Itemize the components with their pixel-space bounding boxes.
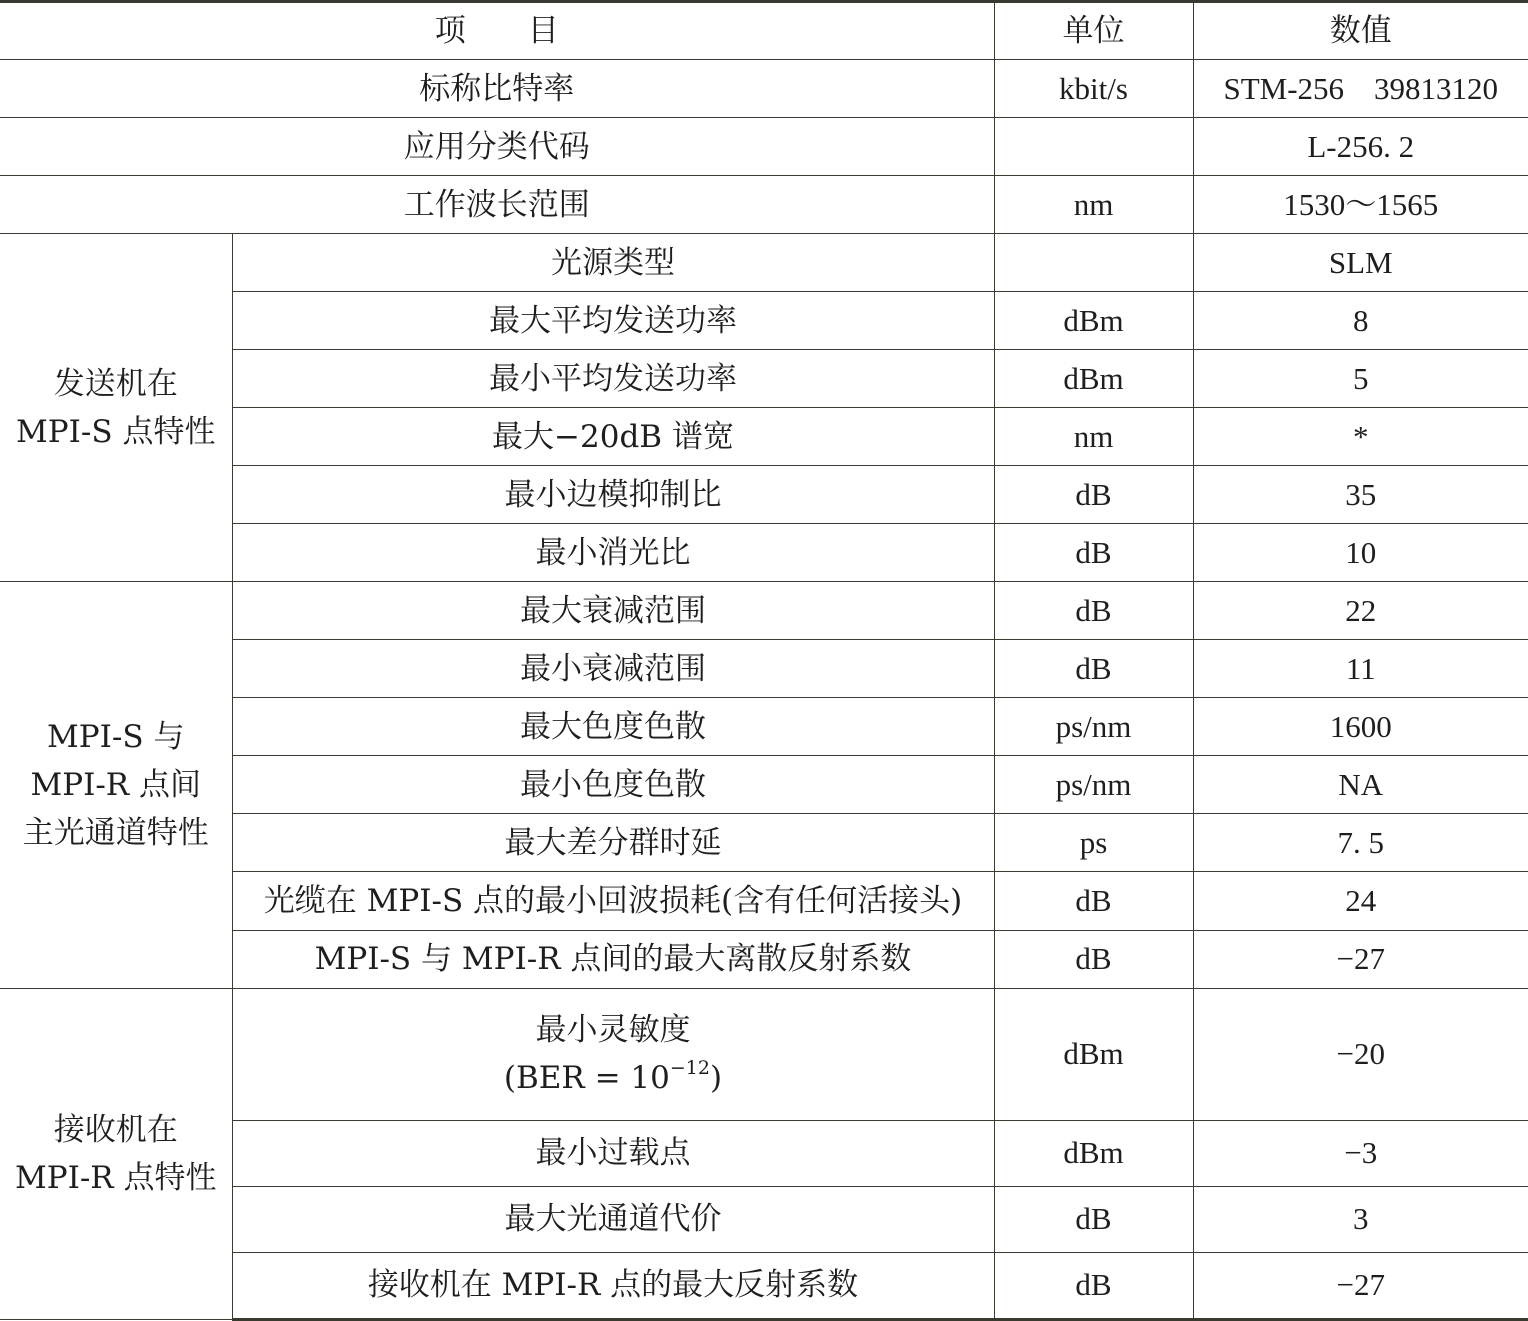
sensitivity-label: 最小灵敏度 <box>535 1012 691 1049</box>
item-label: 最小平均发送功率 <box>232 350 994 408</box>
item-label: 应用分类代码 <box>0 118 994 176</box>
table-row <box>0 582 1528 640</box>
value-part: STM-256 <box>1223 70 1345 106</box>
unit-cell: ps <box>994 814 1193 872</box>
unit-cell: dB <box>994 582 1193 640</box>
item-label <box>232 988 994 1120</box>
value-cell: 10 <box>1193 524 1528 582</box>
group-label-line: MPI-R 点特性 <box>14 1159 217 1196</box>
item-label: 最大平均发送功率 <box>232 292 994 350</box>
unit-cell: dBm <box>994 1120 1193 1186</box>
group-label-optical-path <box>0 582 232 988</box>
value-cell: 5 <box>1193 350 1528 408</box>
value-cell: −3 <box>1193 1120 1528 1186</box>
item-label: 最小色度色散 <box>232 756 994 814</box>
value-part: 39813120 <box>1374 70 1499 106</box>
unit-cell: dB <box>994 930 1193 988</box>
item-label: 最小过载点 <box>232 1120 994 1186</box>
value-cell: SLM <box>1193 234 1528 292</box>
unit-cell: dBm <box>994 988 1193 1120</box>
unit-cell: kbit/s <box>994 60 1193 118</box>
ber-note <box>503 1057 723 1097</box>
header-value: 数值 <box>1193 2 1528 60</box>
value-cell: 7. 5 <box>1193 814 1528 872</box>
table-row <box>0 118 1528 176</box>
item-label: 最小边模抑制比 <box>232 466 994 524</box>
table-header-row <box>0 2 1528 60</box>
item-label: 光源类型 <box>232 234 994 292</box>
ber-note-prefix: (BER = 10 <box>503 1060 670 1097</box>
group-label-line: MPI-S 与 <box>47 718 185 755</box>
item-label: 最大差分群时延 <box>232 814 994 872</box>
table-row <box>0 234 1528 292</box>
value-cell: −27 <box>1193 1252 1528 1319</box>
unit-cell: dB <box>994 1186 1193 1252</box>
item-label: 最小衰减范围 <box>232 640 994 698</box>
value-cell: −27 <box>1193 930 1528 988</box>
unit-cell: dBm <box>994 350 1193 408</box>
ber-note-exponent: −12 <box>669 1057 710 1080</box>
table-row <box>0 988 1528 1120</box>
unit-cell: nm <box>994 408 1193 466</box>
unit-cell: dB <box>994 640 1193 698</box>
value-cell <box>1193 60 1528 118</box>
item-label: 工作波长范围 <box>0 176 994 234</box>
unit-cell <box>994 234 1193 292</box>
value-cell: 35 <box>1193 466 1528 524</box>
table-row <box>0 176 1528 234</box>
item-label: 最大光通道代价 <box>232 1186 994 1252</box>
value-cell: 1530～1565 <box>1193 176 1528 234</box>
header-unit: 单位 <box>994 2 1193 60</box>
unit-cell <box>994 118 1193 176</box>
item-label: 标称比特率 <box>0 60 994 118</box>
unit-cell: dBm <box>994 292 1193 350</box>
unit-cell: ps/nm <box>994 698 1193 756</box>
value-cell: 22 <box>1193 582 1528 640</box>
group-label-receiver <box>0 988 232 1319</box>
unit-cell: dB <box>994 466 1193 524</box>
value-cell: 3 <box>1193 1186 1528 1252</box>
group-label-line: 发送机在 <box>53 365 178 402</box>
value-cell: 24 <box>1193 872 1528 930</box>
value-cell: L-256. 2 <box>1193 118 1528 176</box>
unit-cell: dB <box>994 1252 1193 1319</box>
value-cell: * <box>1193 408 1528 466</box>
item-label: 最大衰减范围 <box>232 582 994 640</box>
group-label-line: MPI-S 点特性 <box>16 413 216 450</box>
item-label: 光缆在 MPI-S 点的最小回波损耗(含有任何活接头) <box>232 872 994 930</box>
group-label-line: 接收机在 <box>53 1111 178 1148</box>
value-cell: 8 <box>1193 292 1528 350</box>
ber-note-suffix: ) <box>709 1060 723 1097</box>
item-label: 最大−20dB 谱宽 <box>232 408 994 466</box>
unit-cell: dB <box>994 872 1193 930</box>
table-row <box>0 60 1528 118</box>
value-cell: NA <box>1193 756 1528 814</box>
item-label: 接收机在 MPI-R 点的最大反射系数 <box>232 1252 994 1319</box>
value-cell: −20 <box>1193 988 1528 1120</box>
item-label: 最大色度色散 <box>232 698 994 756</box>
value-cell: 1600 <box>1193 698 1528 756</box>
item-label: MPI-S 与 MPI-R 点间的最大离散反射系数 <box>232 930 994 988</box>
value-cell: 11 <box>1193 640 1528 698</box>
unit-cell: ps/nm <box>994 756 1193 814</box>
group-label-line: 主光通道特性 <box>22 814 209 851</box>
unit-cell: nm <box>994 176 1193 234</box>
header-item: 项 目 <box>0 2 994 60</box>
group-label-transmitter <box>0 234 232 582</box>
item-label: 最小消光比 <box>232 524 994 582</box>
group-label-line: MPI-R 点间 <box>30 766 201 803</box>
unit-cell: dB <box>994 524 1193 582</box>
